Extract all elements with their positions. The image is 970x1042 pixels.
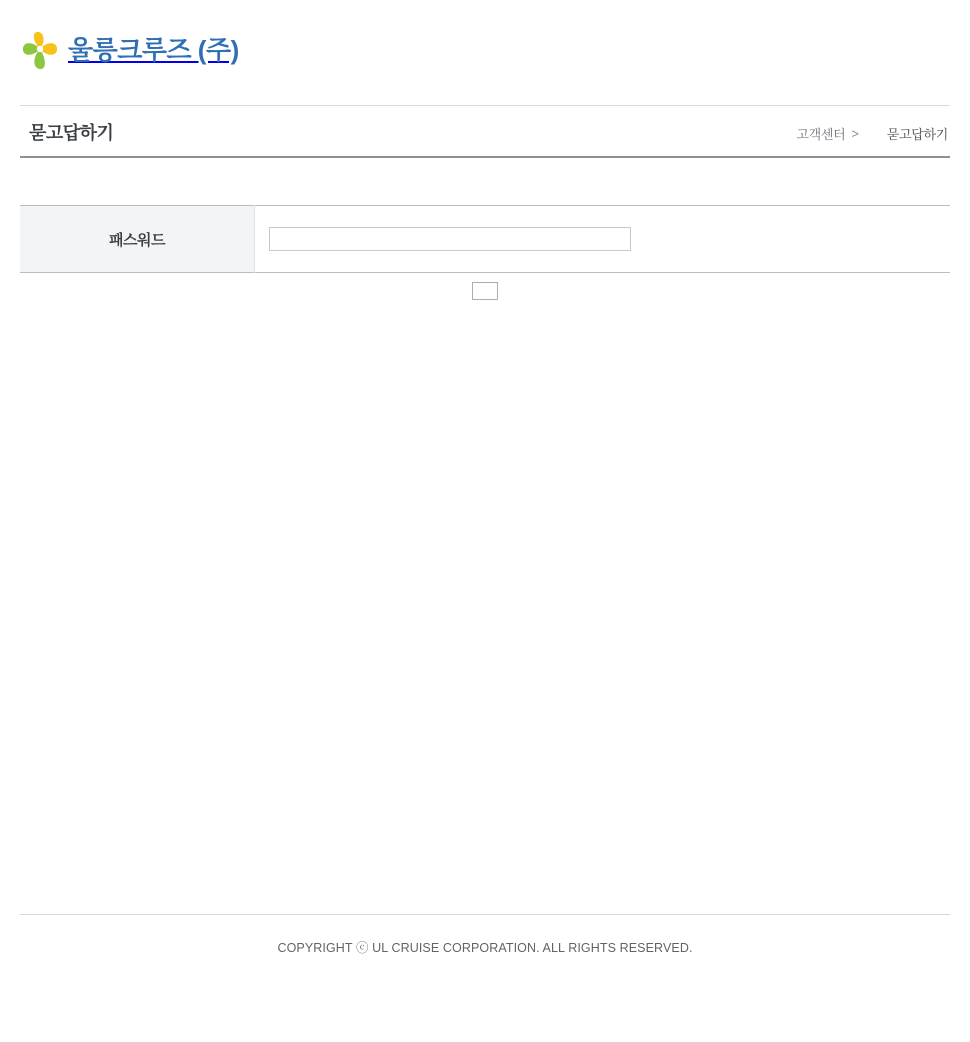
- breadcrumb-parent[interactable]: 고객센터: [796, 127, 846, 142]
- password-field-cell: [255, 206, 951, 273]
- form-actions: [20, 273, 950, 304]
- breadcrumb: [796, 124, 948, 143]
- page-title: 묻고답하기: [29, 123, 114, 143]
- password-label: 패스워드: [20, 206, 255, 273]
- breadcrumb-separator-icon: >: [851, 126, 859, 141]
- site-footer: [20, 914, 950, 956]
- pinwheel-flower-logo-icon: [20, 28, 60, 72]
- site-logo-link[interactable]: [20, 28, 239, 72]
- breadcrumb-current: 묻고답하기: [886, 127, 948, 142]
- password-form-table: [20, 205, 950, 273]
- copyright-text: COPYRIGHT ⓒ UL CRUISE CORPORATION. ALL RIGHTS RESERVED.: [277, 941, 693, 955]
- main-content: [20, 158, 950, 304]
- page-titlebar: [20, 105, 950, 158]
- password-input[interactable]: [269, 227, 631, 251]
- site-logo-text: 울릉크루즈 (주): [68, 35, 239, 65]
- submit-button[interactable]: [472, 282, 498, 300]
- site-header: [0, 0, 970, 105]
- table-row: [20, 206, 950, 273]
